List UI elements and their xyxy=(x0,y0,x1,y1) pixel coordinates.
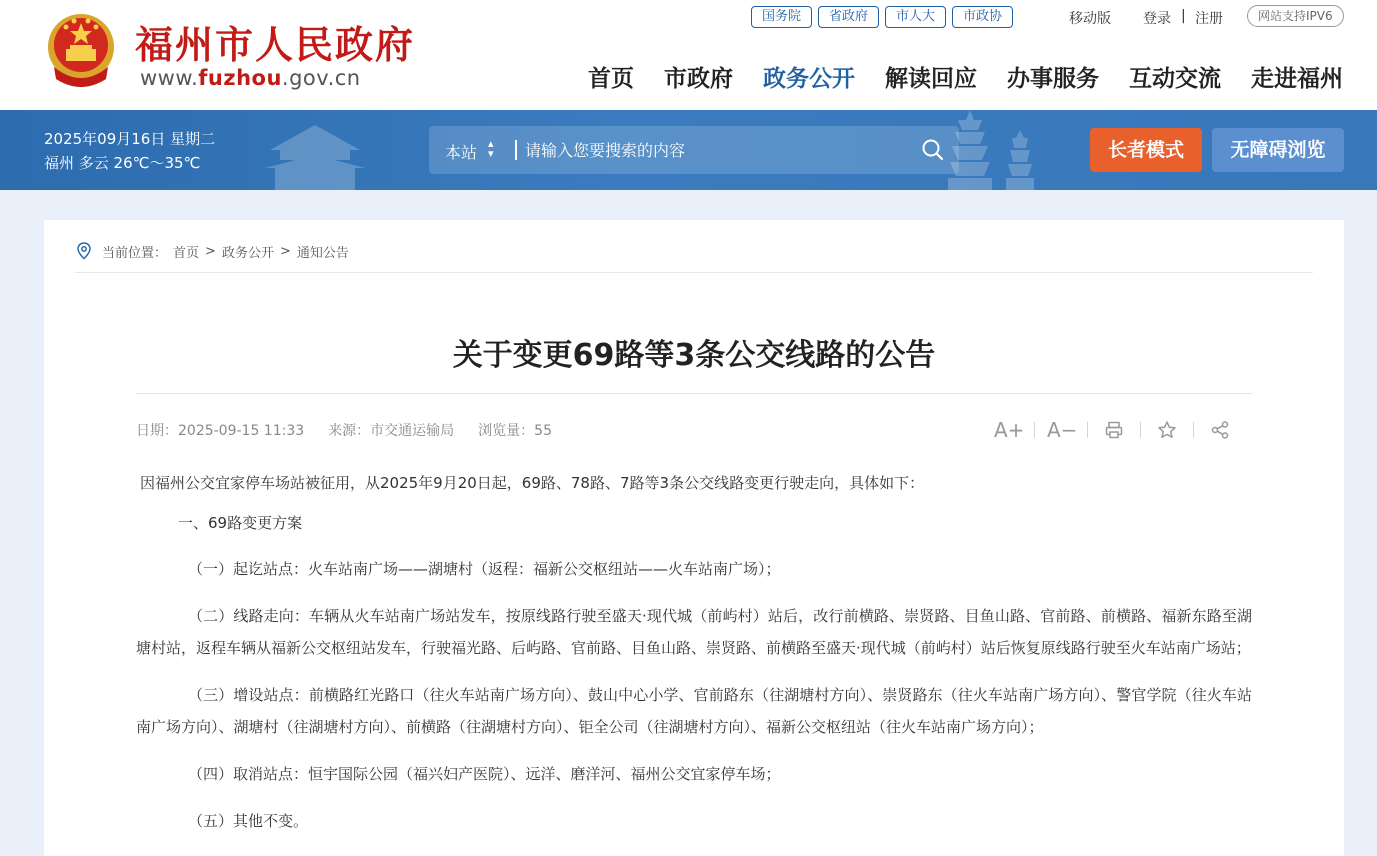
login-separator: | xyxy=(1181,8,1186,24)
font-increase-button[interactable]: A+ xyxy=(994,418,1025,442)
accessibility-button[interactable]: 无障碍浏览 xyxy=(1212,128,1344,172)
nav-about-fuzhou[interactable]: 走进福州 xyxy=(1251,66,1343,92)
tool-separator xyxy=(1140,422,1141,438)
top-link-state-council[interactable]: 国务院 xyxy=(751,6,812,28)
search-icon[interactable] xyxy=(921,138,945,162)
breadcrumb-label: 当前位置： xyxy=(102,245,168,261)
updown-arrows-icon[interactable]: ▴ ▾ xyxy=(488,137,494,160)
nav-interaction[interactable]: 互动交流 xyxy=(1129,66,1221,92)
article-container xyxy=(44,220,1344,856)
breadcrumb-separator: > xyxy=(205,243,216,259)
pavilion-silhouette-icon xyxy=(260,120,370,190)
national-emblem-icon[interactable] xyxy=(44,9,118,89)
current-date: 2025年09月16日 星期二 xyxy=(44,130,216,148)
top-links xyxy=(751,6,1013,28)
mobile-version-link[interactable]: 移动版 xyxy=(1069,11,1111,27)
site-url[interactable] xyxy=(140,66,361,90)
article-date: 日期：2025-09-15 11:33 xyxy=(136,423,305,439)
nav-city-government[interactable]: 市政府 xyxy=(664,66,733,92)
breadcrumb xyxy=(76,241,355,261)
breadcrumb-home[interactable]: 首页 xyxy=(173,245,200,261)
breadcrumb-notices[interactable]: 通知公告 xyxy=(296,245,349,261)
site-url-prefix: www. xyxy=(140,66,199,90)
article-section-heading: 一、69路变更方案 xyxy=(178,514,303,532)
search-bar xyxy=(429,126,959,174)
font-decrease-button[interactable]: A− xyxy=(1047,418,1078,442)
site-header xyxy=(0,0,1377,110)
search-divider xyxy=(515,140,517,160)
star-icon[interactable] xyxy=(1153,420,1181,440)
print-icon[interactable] xyxy=(1100,420,1128,440)
tool-separator xyxy=(1087,422,1088,438)
article-paragraph: （二）线路走向：车辆从火车站南广场站发车，按原线路行驶至盛天·现代城（前屿村）站后，改行前横路、崇贤路、目鱼山路、官前路、前横路、福新东路至湖塘村站，返程车辆从福新公交枢纽站发车，行驶福光路、后屿路、官前路、目鱼山路、崇贤路、前横路至盛天·现代城（前屿村）站后恢复原线路行驶至火车站南广场站； xyxy=(136,607,1252,657)
weather-info: 福州 多云 26℃～35℃ xyxy=(44,154,201,172)
main-nav xyxy=(588,62,1343,96)
article-views: 浏览量：55 xyxy=(478,423,552,439)
divider xyxy=(75,272,1313,273)
article-meta xyxy=(136,420,552,440)
top-link-city-cppcc[interactable]: 市政协 xyxy=(952,6,1013,28)
search-input[interactable] xyxy=(525,136,905,164)
nav-gov-affairs-open[interactable]: 政务公开 xyxy=(763,66,855,92)
search-scope-select[interactable]: 本站 xyxy=(445,143,478,162)
divider xyxy=(136,393,1252,394)
nav-home[interactable]: 首页 xyxy=(588,66,634,92)
article-paragraph: 因福州公交宜家停车场站被征用，从2025年9月20日起，69路、78路、7路等3条公交线路变更行驶走向，具体如下： xyxy=(140,474,925,492)
article-source: 来源：市交通运输局 xyxy=(328,423,455,439)
top-link-city-congress[interactable]: 市人大 xyxy=(885,6,946,28)
nav-interpretation[interactable]: 解读回应 xyxy=(885,66,977,92)
tool-separator xyxy=(1193,422,1194,438)
ipv6-badge: 网站支持IPV6 xyxy=(1247,5,1344,27)
login-link[interactable]: 登录 xyxy=(1143,11,1171,27)
location-pin-icon xyxy=(76,242,92,260)
site-url-highlight: fuzhou xyxy=(198,66,282,90)
site-name[interactable]: 福州市人民政府 xyxy=(135,22,416,67)
top-link-provincial-gov[interactable]: 省政府 xyxy=(818,6,879,28)
tool-separator xyxy=(1034,422,1035,438)
article-title: 关于变更69路等3条公交线路的公告 xyxy=(452,338,936,373)
breadcrumb-gov-affairs[interactable]: 政务公开 xyxy=(221,245,274,261)
article-paragraph: （三）增设站点：前横路红光路口（往火车站南广场方向）、鼓山中心小学、官前路东（往湖塘村方向）、崇贤路东（往火车站南广场方向）、警官学院（往火车站南广场方向）、湖塘村（往湖塘村方向）、前横路（往湖塘村方向）、钜全公司（往湖塘村方向）、福新公交枢纽站（往火车站南广场方向）； xyxy=(136,686,1252,736)
breadcrumb-separator: > xyxy=(279,243,291,259)
share-icon[interactable] xyxy=(1206,420,1234,440)
article-paragraph: （四）取消站点：恒宇国际公园（福兴妇产医院）、远洋、磨洋河、福州公交宜家停车场； xyxy=(188,765,781,783)
register-link[interactable]: 注册 xyxy=(1195,11,1223,27)
tower-silhouette-icon xyxy=(1000,130,1040,190)
site-url-suffix: .gov.cn xyxy=(281,66,361,90)
article-paragraph: （五）其他不变。 xyxy=(188,812,309,830)
article-body xyxy=(136,467,1252,852)
elder-mode-button[interactable]: 长者模式 xyxy=(1090,128,1202,172)
nav-services[interactable]: 办事服务 xyxy=(1007,66,1099,92)
article-tools xyxy=(994,419,1234,441)
article-paragraph: （一）起讫站点：火车站南广场——湖塘村（返程：福新公交枢纽站——火车站南广场）； xyxy=(188,560,781,578)
banner xyxy=(0,110,1377,190)
